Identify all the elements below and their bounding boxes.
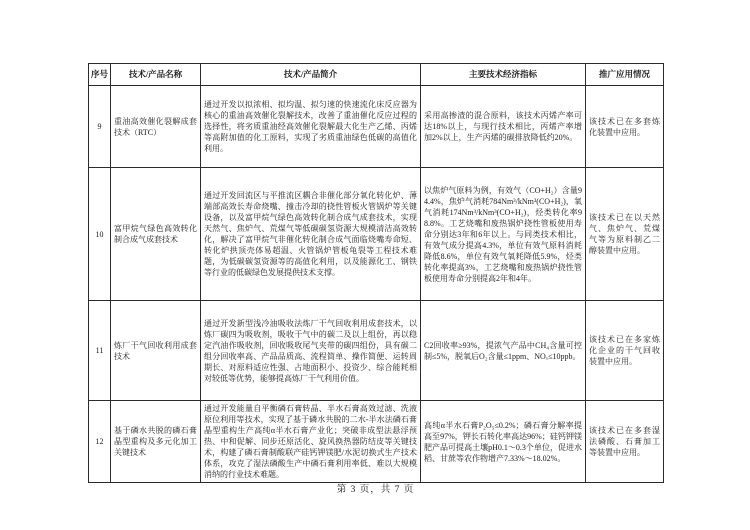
cell-tech-application: 该技术已在多套炼化装置中应用。 <box>586 86 664 168</box>
table-row <box>89 301 664 401</box>
cell-tech-intro: 通过开发回流区与平推流区耦合非催化部分氧化转化炉、薄端部高效长寿命烧嘴、撞击冷却的挠性管板火管锅炉等关键设备，以及富甲烷气绿色高效转化制合成气成套技术，实现天然气、焦炉气、荒煤气等低碳碳氢资源大规模清洁高效转化，解决了富甲烷气非催化转化制合成气面临烧嘴寿命短、转化炉拱顶壳体易超温、火管锅炉管板龟裂等工程技术难题，为低碳碳氢资源等的高值化利用，以及能源化工、钢铁等行业的低碳绿色发展提供技术支撑。 <box>201 168 421 301</box>
cell-tech-intro: 通过开发新型浅冷油吸收法炼厂干气回收利用成套技术，以炼厂碳四为吸收剂，吸收干气中的碳二及以上组份，再以稳定汽油作吸收剂，回收吸收尾气夹带的碳四组份，具有碳二组分回收率高、产品品质高、流程简单、操作简便、运转周期长、对原料适应性强、占地面积小、投资少、综合能耗相对较低等优势，能够提高炼厂干气利用价值。 <box>201 301 421 401</box>
cell-tech-intro: 通过开发能量自平衡磷石膏转晶、半水石膏高效过滤、洗液原位利用等技术，实现了基于磷水共脱的二水-半水法磷石膏晶型重构生产高纯α半水石膏产业化；突破非成型法悬浮预热、中和促解、同步还原活化、旋风换热器防结皮等关键技术，构建了磷石膏制酸联产硅钙钾镁肥/水泥切换式生产技术体系，攻克了湿法磷酸生产中磷石膏利用率低、难以大规模消纳的行业技术难题。 <box>201 401 421 483</box>
cell-tech-name: 重油高效催化裂解成套技术（RTC） <box>111 86 201 168</box>
header-cell-indicators: 主要技术经济指标 <box>421 64 586 86</box>
cell-tech-name: 炼厂干气回收利用成套技术 <box>111 301 201 401</box>
table-row <box>89 86 664 168</box>
header-cell-name: 技术/产品名称 <box>111 64 201 86</box>
technology-table <box>88 63 664 483</box>
header-cell-intro: 技术/产品简介 <box>201 64 421 86</box>
cell-tech-application: 该技术已在以天然气、焦炉气、荒煤气等为原料制乙二醇装置中应用。 <box>586 168 664 301</box>
page-footer: 第 3 页，共 7 页 <box>336 485 415 495</box>
cell-tech-intro: 通过开发以拟浓相、拟均温、拟匀速的快速流化床反应器为核心的重油高效催化裂解技术，改善了重油催化反应过程的选择性，将劣质重油经高效催化裂解最大化生产乙烯、丙烯等高附加值的化工原料，实现了劣质重油绿色低碳的高值化利用。 <box>201 86 421 168</box>
cell-row-number: 11 <box>89 301 111 401</box>
cell-tech-indicators: C2回收率≥93%，提浓气产品中CH₄含量可控制≤5%，脱氧后O₂含量≤1ppm、NOₓ≤10ppb。 <box>421 301 586 401</box>
header-cell-application: 推广应用情况 <box>586 64 664 86</box>
cell-tech-name: 富甲烷气绿色高效转化制合成气成套技术 <box>111 168 201 301</box>
cell-tech-indicators: 以焦炉气原料为例，有效气（CO+H₂）含量94.4%，焦炉气消耗784Nm³/kNm³(CO+H₂)，氧气消耗174Nm³/kNm³(CO+H₂)，烃类转化率98.8%。工艺烧嘴和废热锅炉挠性管板使用寿命分别达3年和6年以上。与同类技术相比，有效气成分提高4.3%，单位有效气原料消耗降低8.6%，单位有效气氧耗降低5.9%，烃类转化率提高3%，工艺烧嘴和废热锅炉挠性管板使用寿命分别提高2年和4年。 <box>421 168 586 301</box>
cell-tech-name: 基于磷水共脱的磷石膏晶型重构及多元化加工关键技术 <box>111 401 201 483</box>
cell-row-number: 12 <box>89 401 111 483</box>
cell-tech-application: 该技术已在多家炼化企业的干气回收装置中应用。 <box>586 301 664 401</box>
header-cell-no: 序号 <box>89 64 111 86</box>
table-row <box>89 168 664 301</box>
cell-row-number: 9 <box>89 86 111 168</box>
table-header-row <box>89 64 664 86</box>
cell-tech-application: 该技术已在多套湿法磷酸、石膏加工等装置中应用。 <box>586 401 664 483</box>
cell-tech-indicators: 采用高掺渣的混合原料，该技术丙烯产率可达18%以上，与现行技术相比，丙烯产率增加2%以上，生产丙烯的碳排放降低约20%。 <box>421 86 586 168</box>
table-row <box>89 401 664 483</box>
cell-row-number: 10 <box>89 168 111 301</box>
cell-tech-indicators: 高纯α半水石膏P₂O₅≤0.2%；磷石膏分解率提高至97%，钾长石转化率高达96%；硅钙钾镁肥产品可提高土壤pH0.1～0.3个单位，促进水稻、甘蔗等农作物增产7.33%～18.02%。 <box>421 401 586 483</box>
